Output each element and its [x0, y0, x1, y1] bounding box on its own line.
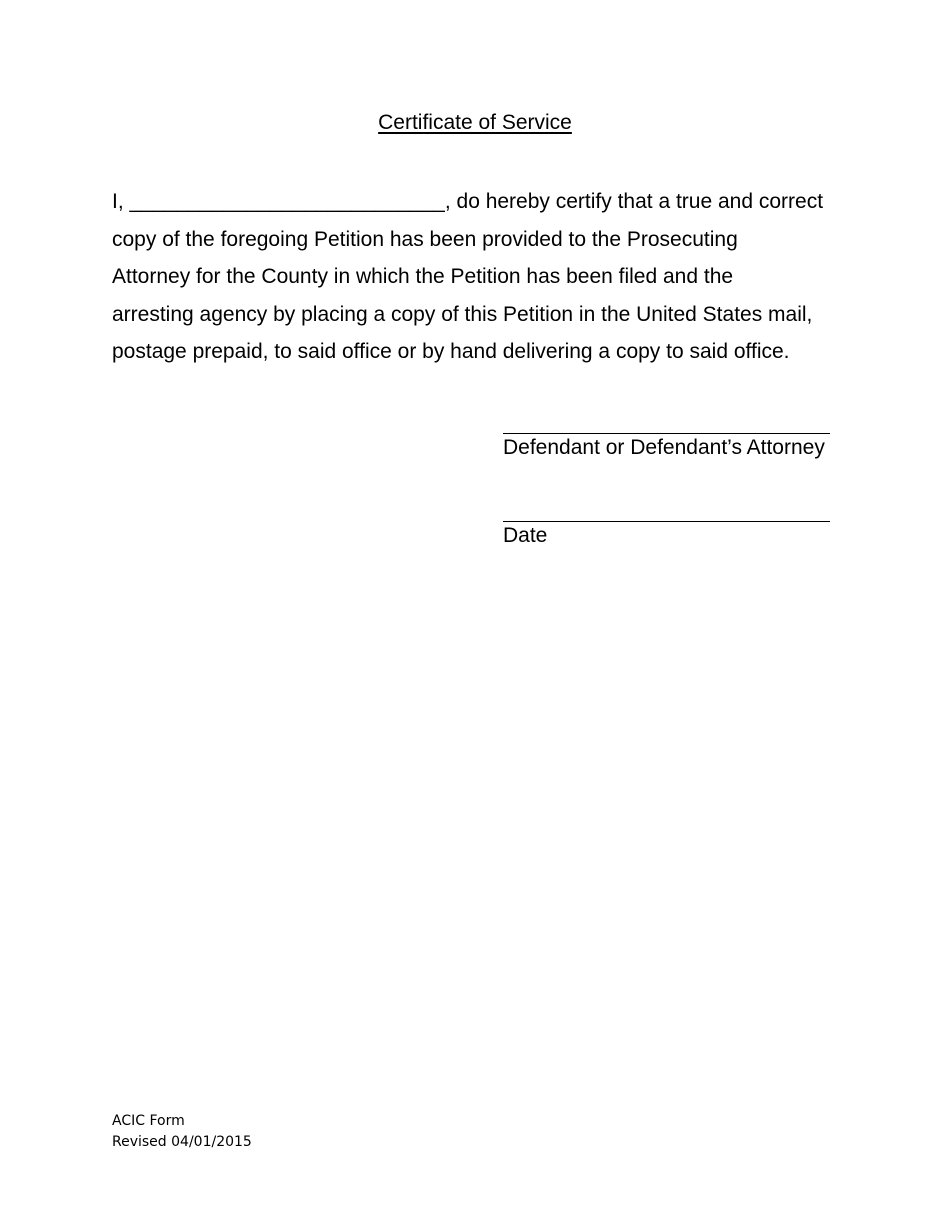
footer-revised-date: Revised 04/01/2015 [112, 1134, 252, 1150]
paragraph-line: arresting agency by placing a copy of this Petition in the United States mail, [112, 302, 813, 326]
paragraph-line: I, ___________________________, do hereby certify that a true and correct [112, 190, 824, 213]
attorney-signature-label: Defendant or Defendant’s Attorney [503, 436, 825, 459]
certification-paragraph [112, 183, 852, 371]
footer-form-name: ACIC Form [112, 1113, 185, 1129]
date-label: Date [503, 524, 548, 547]
form-footer [112, 1111, 252, 1153]
document-title: Certificate of Service [378, 111, 572, 134]
paragraph-line: postage prepaid, to said office or by hand delivering a copy to said office. [112, 340, 790, 363]
date-signature-block [503, 521, 830, 548]
paragraph-line: copy of the foregoing Petition has been provided to the Prosecuting [112, 227, 738, 251]
attorney-signature-block [503, 433, 830, 460]
attorney-signature-line[interactable] [503, 433, 830, 434]
date-signature-line[interactable] [503, 521, 830, 522]
paragraph-line: Attorney for the County in which the Petition has been filed and the [112, 265, 734, 288]
